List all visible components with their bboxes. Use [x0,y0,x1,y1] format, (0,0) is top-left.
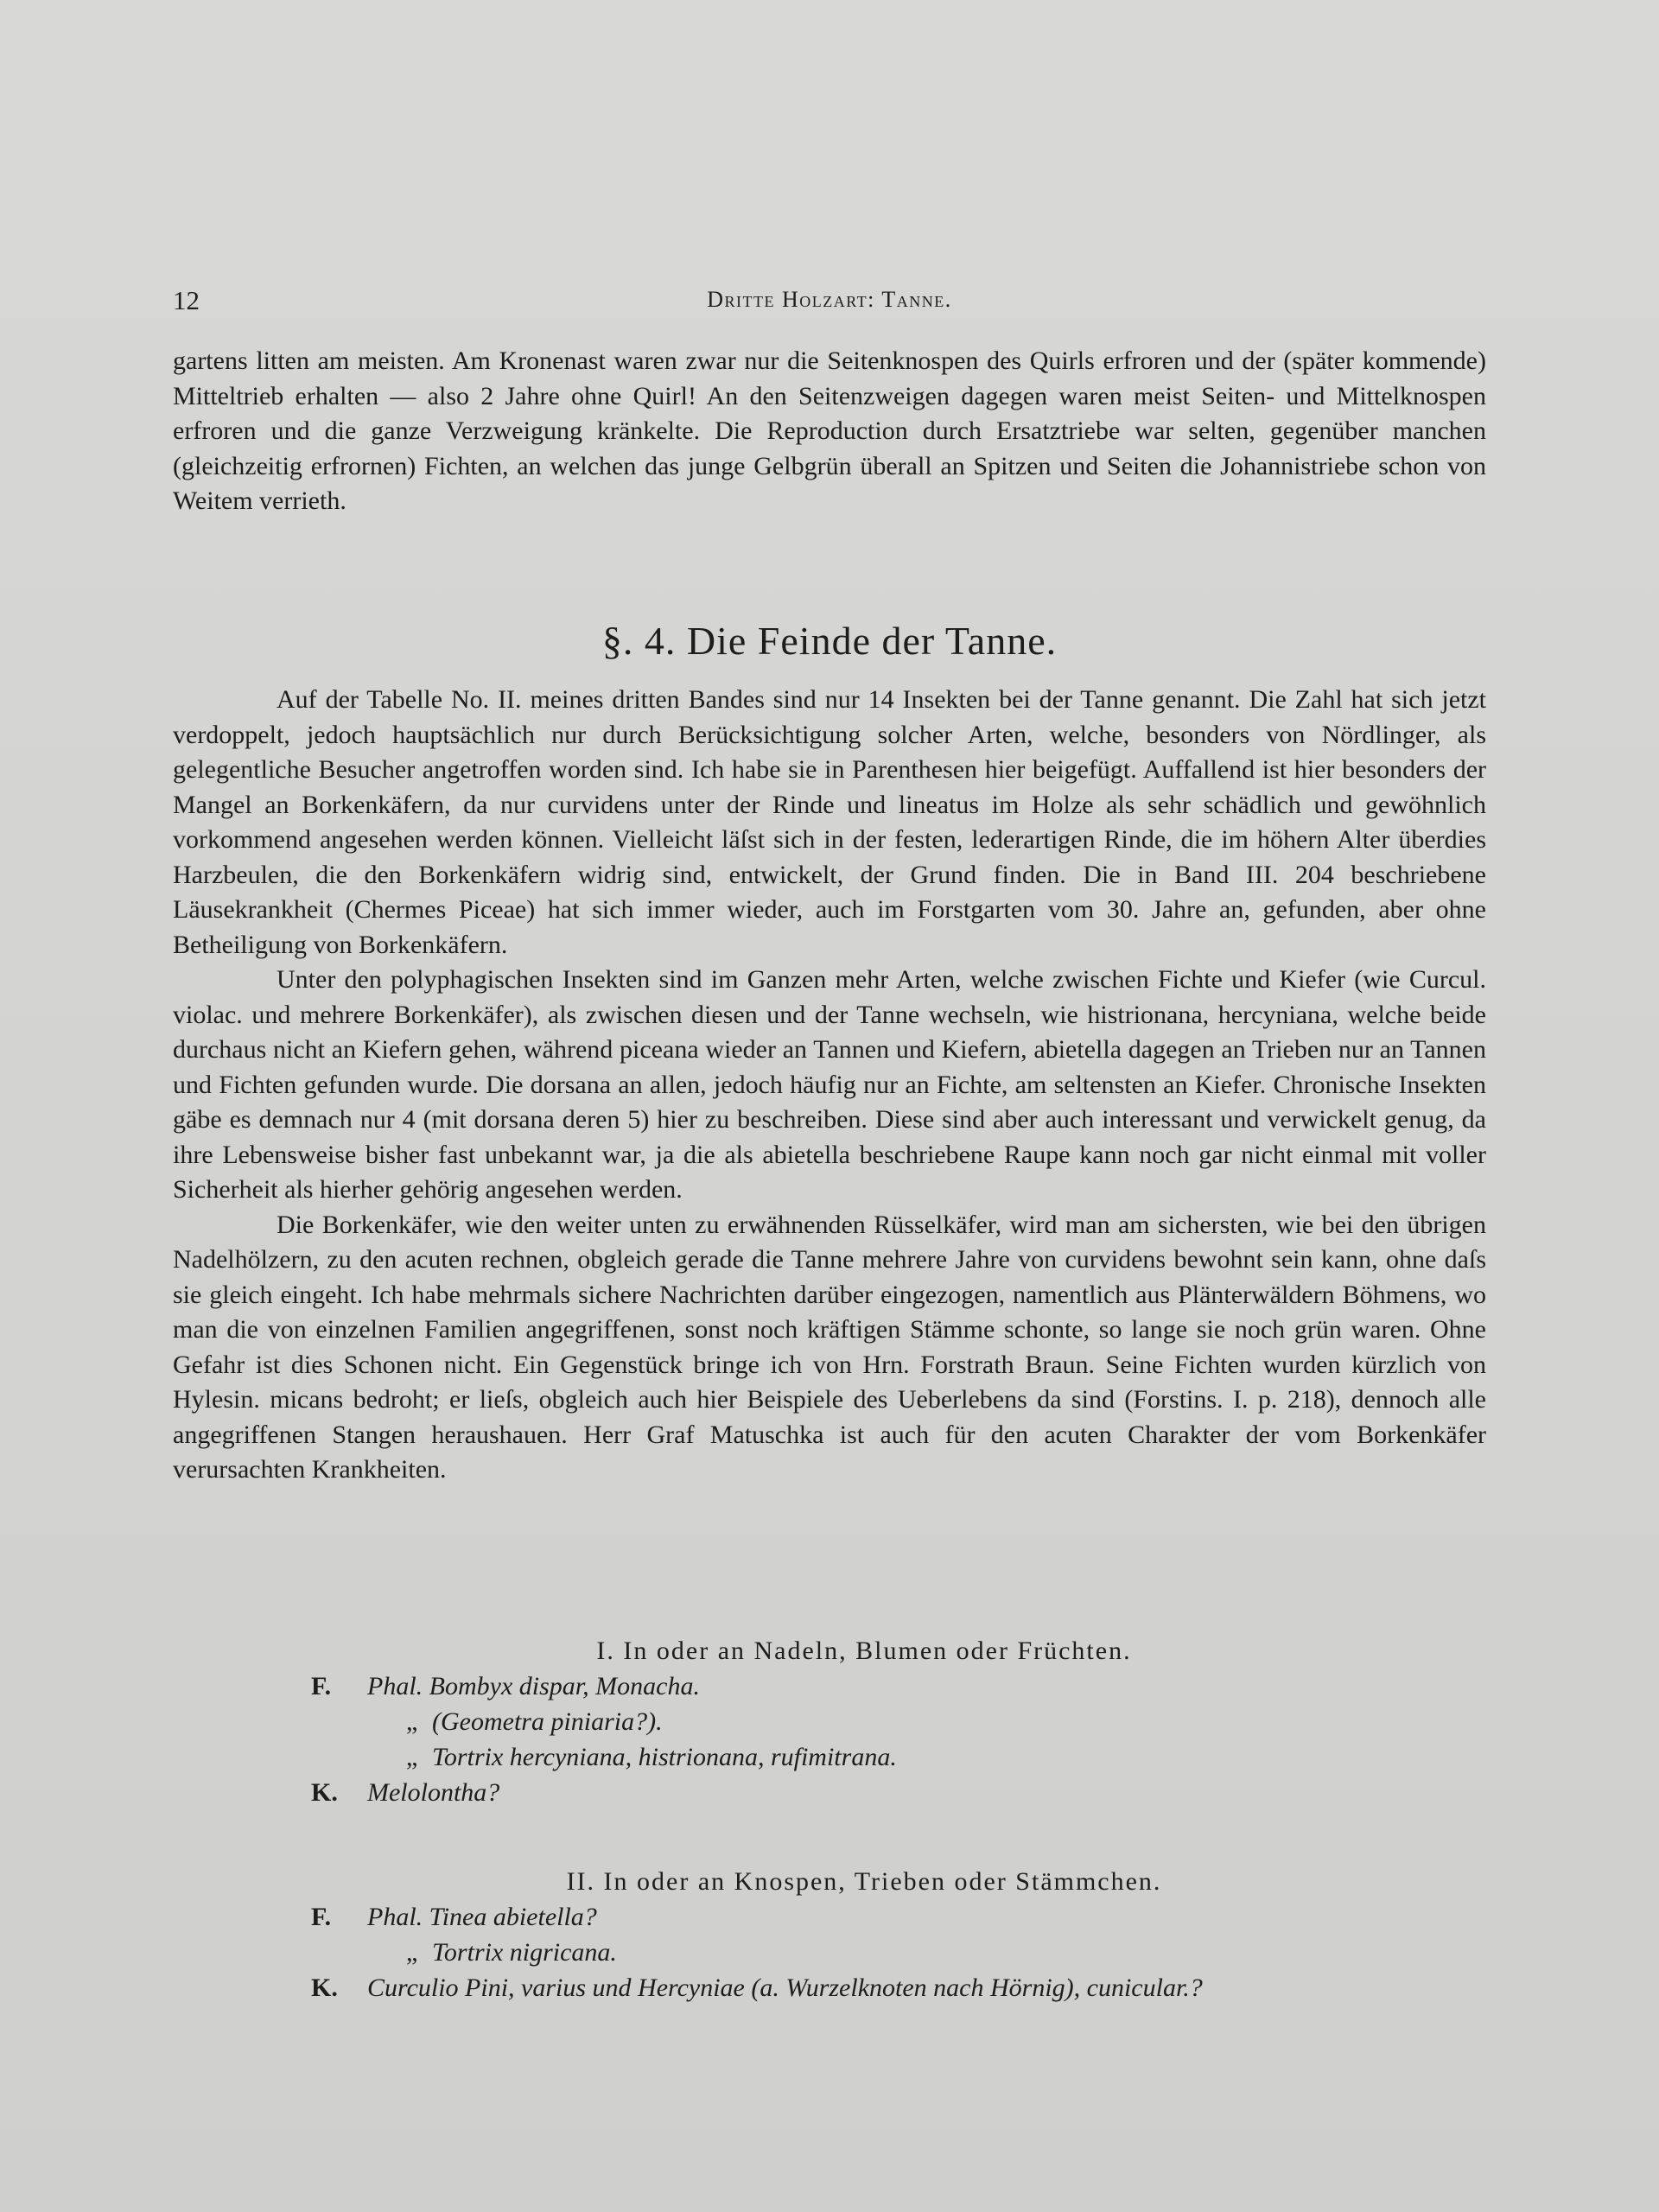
list-item [173,1775,1486,1810]
section-title: §. 4. Die Feinde der Tanne. [601,619,1058,663]
list-item-text: Tortrix hercyniana, histrionana, rufimitrana. [432,1743,897,1771]
section-body [173,683,1486,1488]
paragraph: Auf der Tabelle No. II. meines dritten Bandes sind nur 14 Insekten bei der Tanne genannt. Die Zahl hat sich jetzt verdoppelt, jedoch hauptsächlich nur durch Berücksichtigung solcher Arten, welche, besonders von Nördlinger, als gelegentliche Besucher angetroffen worden sind. Ich habe sie in Parenthesen hier beigefügt. Auffallend ist hier besonders der Mangel an Borkenkäfern, da nur curvidens unter der Rinde und lineatus im Holze als sehr schädlich und gewöhnlich vorkommend angesehen werden können. Vielleicht läſst sich in der festen, lederartigen Rinde, die im höhern Alter überdies Harzbeulen, die den Borkenkäfern widrig sind, entwickelt, der Grund finden. Die in Band III. 204 beschriebene Läusekrankheit (Chermes Piceae) hat sich immer wieder, auch im Forstgarten vom 30. Jahre an, gefunden, aber ohne Betheiligung von Borkenkäfern. [173,685,1486,959]
list-item-text: Curculio Pini, varius und Hercyniae (a. Wurzelknoten nach Hörnig), cunicular.? [367,1974,1203,2002]
ditto-mark: „ [406,1707,418,1736]
list-item [173,1669,1486,1704]
paragraph: Unter den polyphagischen Insekten sind im Ganzen mehr Arten, welche zwischen Fichte und Kiefer (wie Curcul. violac. und mehrere Borkenkäfer), als zwischen diesen und der Tanne wechseln, wie histrionana, hercyniana, welche beide durchaus nicht an Kiefern gehen, während piceana wieder an Tannen und Kiefern, abietella dagegen an Trieben nur an Tannen und Fichten gefunden wurde. Die dorsana an allen, jedoch häufig nur an Fichte, am seltensten an Kiefer. Chronische Insekten gäbe es demnach nur 4 (mit dorsana deren 5) hier zu beschreiben. Diese sind aber auch interessant und verwickelt genug, da ihre Lebensweise bisher fast unbekannt war, ja die als abietella beschriebene Raupe kann noch gar nicht einmal mit voller Sicherheit als hierher gehörig angesehen werden. [173,965,1486,1204]
list-item-text: Melolontha? [367,1778,500,1807]
insect-list-buds [173,1864,1486,2005]
list-item [173,1899,1486,1935]
list-item [173,1704,1486,1739]
list-heading: I. In oder an Nadeln, Blumen oder Früchten. [596,1637,1132,1665]
ditto-mark: „ [406,1743,418,1771]
insect-list-needles [173,1633,1486,1810]
list-heading: II. In oder an Knospen, Trieben oder Stämmchen. [566,1867,1162,1896]
list-item-text: Phal. Bombyx dispar, Monacha. [367,1672,700,1700]
list-item-text: Phal. Tinea abietella? [367,1903,597,1931]
list-item [173,1935,1486,1970]
page-number: 12 [173,285,200,315]
order-key: K. [311,1974,338,2002]
order-key: K. [311,1778,338,1807]
list-item-text: (Geometra piniaria?). [432,1707,663,1736]
continuation-paragraph: gartens litten am meisten. Am Kronenast waren zwar nur die Seitenknospen des Quirls erfroren und der (später kommende) Mitteltrieb erhalten — also 2 Jahre ohne Quirl! An den Seitenzweigen dagegen waren meist Seiten- und Mittelknospen erfroren und die ganze Verzweigung kränkelte. Die Reproduction durch Ersatztriebe war selten, gegenüber manchen (gleichzeitig erfrornen) Fichten, an welchen das junge Gelbgrün überall an Spitzen und Seiten die Johannistriebe schon von Weitem verrieth. [173,346,1486,515]
ditto-mark: „ [406,1938,418,1967]
order-key: F. [311,1903,332,1931]
order-key: F. [311,1672,332,1700]
paragraph: Die Borkenkäfer, wie den weiter unten zu erwähnenden Rüsselkäfer, wird man am sichersten, wie bei den übrigen Nadelhölzern, zu den acuten rechnen, obgleich gerade die Tanne mehrere Jahre von curvidens bewohnt sein kann, ohne daſs sie gleich eingeht. Ich habe mehrmals sichere Nachrichten darüber eingezogen, namentlich aus Plänterwäldern Böhmens, wo man die von einzelnen Familien angegriffenen, sonst noch kräftigen Stämme schonte, so lange sie noch grün waren. Ohne Gefahr ist dies Schonen nicht. Ein Gegenstück bringe ich von Hrn. Forstrath Braun. Seine Fichten wurden kürzlich von Hylesin. micans bedroht; er lieſs, obgleich auch hier Beispiele des Ueberlebens da sind (Forstins. I. p. 218), dennoch alle angegriffenen Stangen heraushauen. Herr Graf Matuschka ist auch für den acuten Charakter der vom Borkenkäfer verursachten Krankheiten. [173,1210,1486,1484]
list-item [173,1970,1486,2005]
running-title: Dritte Holzart: Tanne. [707,287,952,312]
list-item-text: Tortrix nigricana. [432,1938,617,1967]
list-item [173,1739,1486,1775]
page-header [173,285,1486,320]
